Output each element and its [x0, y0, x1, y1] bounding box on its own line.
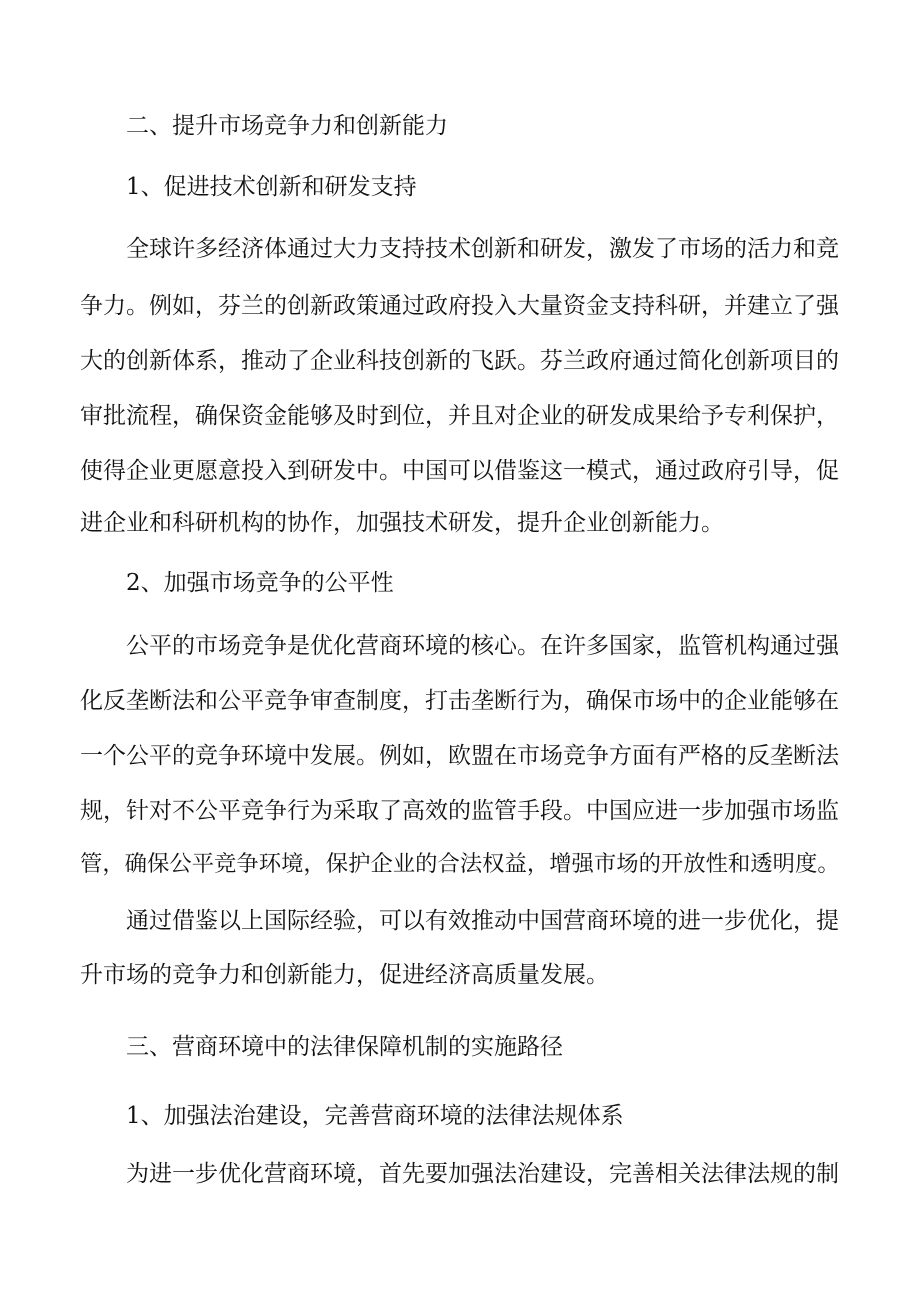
paragraph-line: 一个公平的竞争环境中发展。例如，欧盟在市场竞争方面有严格的反垄断法 [80, 743, 839, 769]
subsection-heading: 2、加强市场竞争的公平性 [126, 570, 394, 596]
paragraph-line: 公平的市场竞争是优化营商环境的核心。在许多国家，监管机构通过强 [126, 633, 839, 659]
paragraph-line: 审批流程，确保资金能够及时到位，并且对企业的研发成果给予专利保护， [80, 403, 839, 429]
paragraph-line: 化反垄断法和公平竞争审查制度，打击垄断行为，确保市场中的企业能够在 [80, 688, 839, 714]
paragraph-line: 为进一步优化营商环境，首先要加强法治建设，完善相关法律法规的制 [126, 1161, 839, 1187]
paragraph-line: 管，确保公平竞争环境，保护企业的合法权益，增强市场的开放性和透明度。 [80, 851, 840, 877]
section-heading: 三、营商环境中的法律保障机制的实施路径 [126, 1034, 563, 1060]
paragraph-line: 大的创新体系，推动了企业科技创新的飞跃。芬兰政府通过简化创新项目的 [80, 348, 839, 374]
paragraph-line: 进企业和科研机构的协作，加强技术研发，提升企业创新能力。 [80, 510, 724, 536]
paragraph-line: 通过借鉴以上国际经验，可以有效推动中国营商环境的进一步优化，提 [126, 908, 839, 934]
paragraph-line: 全球许多经济体通过大力支持技术创新和研发，激发了市场的活力和竞 [126, 236, 839, 262]
paragraph-line: 规，针对不公平竞争行为采取了高效的监管手段。中国应进一步加强市场监 [80, 798, 839, 824]
paragraph-line: 使得企业更愿意投入到研发中。中国可以借鉴这一模式，通过政府引导，促 [80, 458, 839, 484]
subsection-heading: 1、加强法治建设，完善营商环境的法律法规体系 [126, 1103, 624, 1129]
subsection-heading: 1、促进技术创新和研发支持 [126, 174, 417, 200]
section-heading: 二、提升市场竞争力和创新能力 [126, 113, 448, 139]
paragraph-line: 升市场的竞争力和创新能力，促进经济高质量发展。 [80, 962, 609, 988]
paragraph-line: 争力。例如，芬兰的创新政策通过政府投入大量资金支持科研，并建立了强 [80, 293, 839, 319]
